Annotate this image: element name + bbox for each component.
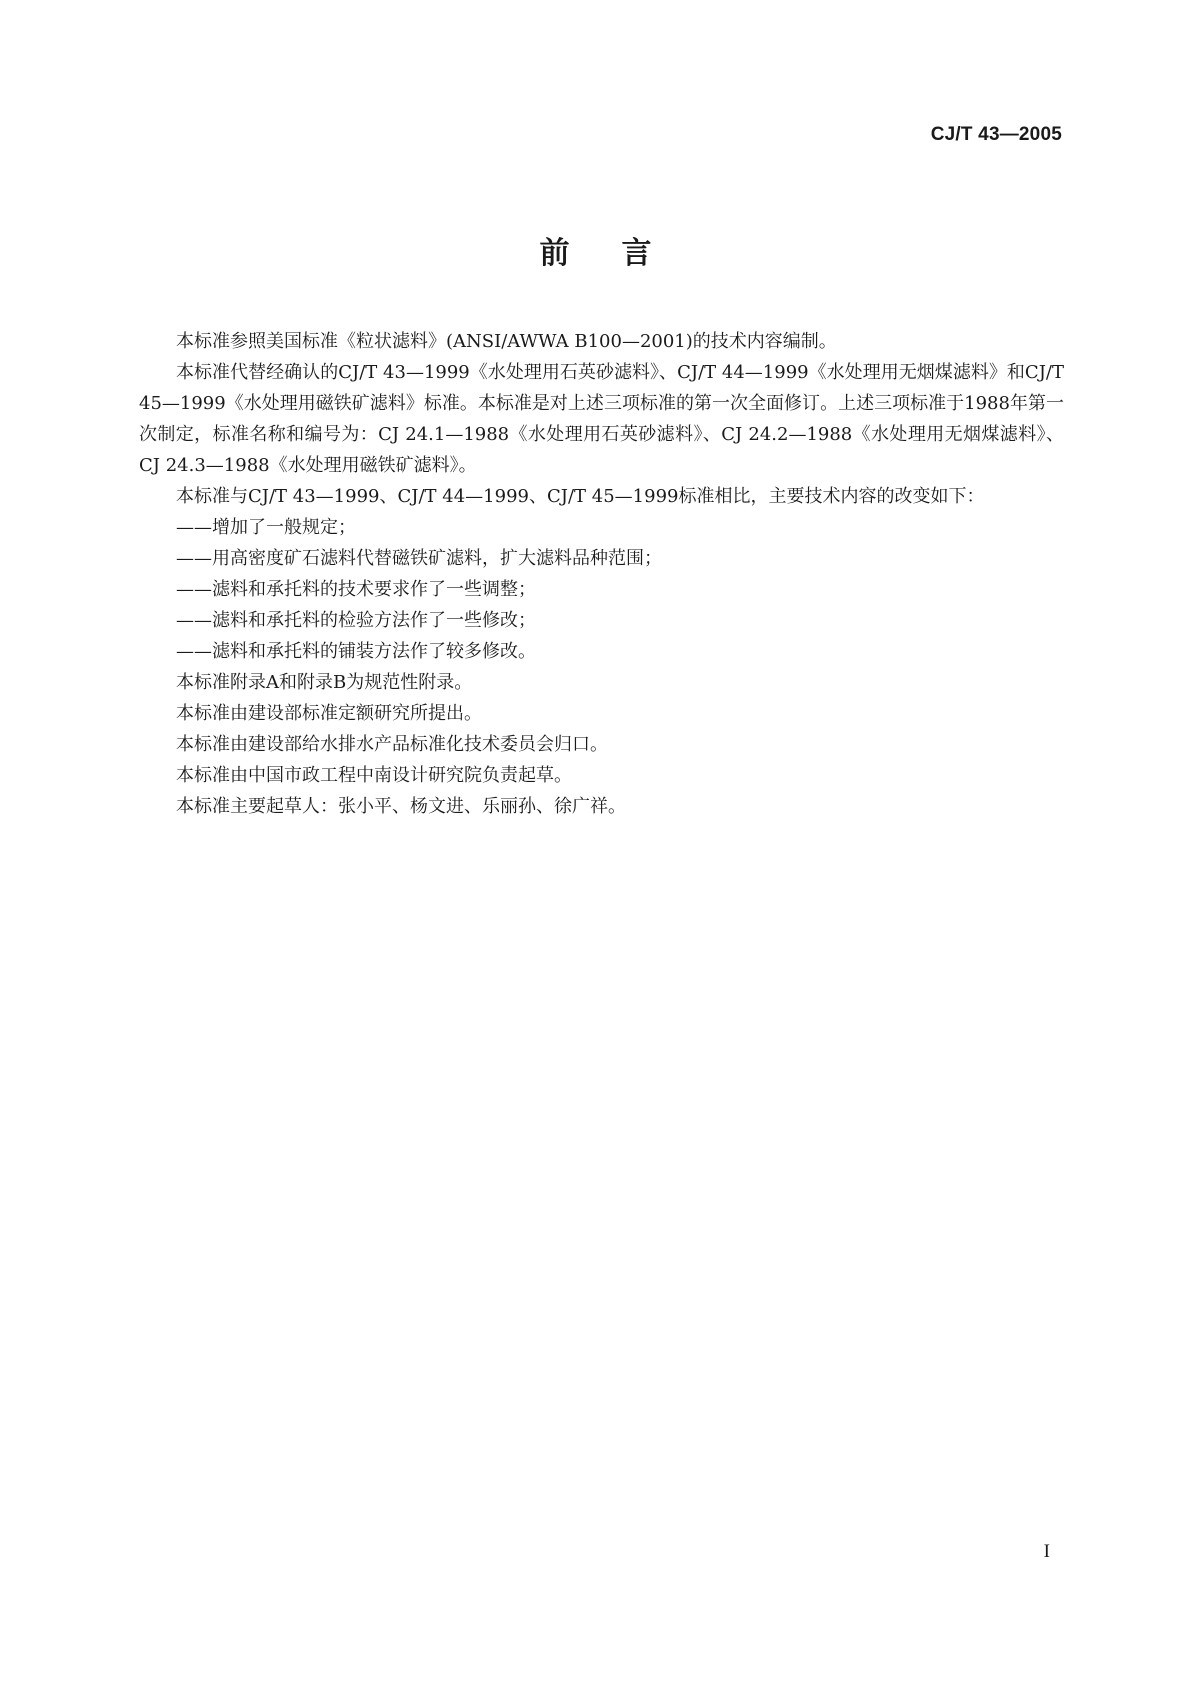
change-item: ——滤料和承托料的铺装方法作了较多修改。 <box>176 641 536 662</box>
paragraph-drafters: 本标准主要起草人：张小平、杨文进、乐丽孙、徐广祥。 <box>176 796 626 817</box>
change-item: ——用高密度矿石滤料代替磁铁矿滤料，扩大滤料品种范围； <box>176 548 662 569</box>
page-title: 前言 <box>539 236 704 271</box>
paragraph-proposer: 本标准由建设部标准定额研究所提出。 <box>176 703 482 724</box>
change-item: ——增加了一般规定； <box>176 517 356 538</box>
standard-code: CJ/T 43—2005 <box>930 124 1062 145</box>
foreword-body <box>139 326 1064 822</box>
paragraph-reference: 本标准参照美国标准《粒状滤料》(ANSI/AWWA B100—2001)的技术内容编制。 <box>176 331 837 352</box>
paragraph-changes-intro: 本标准与CJ/T 43—1999、CJ/T 44—1999、CJ/T 45—1999标准相比，主要技术内容的改变如下： <box>176 486 985 507</box>
paragraph-administrator: 本标准由建设部给水排水产品标准化技术委员会归口。 <box>176 734 608 755</box>
paragraph-appendix: 本标准附录A和附录B为规范性附录。 <box>176 672 473 693</box>
paragraph-drafter-org: 本标准由中国市政工程中南设计研究院负责起草。 <box>176 765 572 786</box>
page-number: I <box>1043 1541 1050 1562</box>
change-item: ——滤料和承托料的检验方法作了一些修改； <box>176 610 536 631</box>
paragraph-replacement: 本标准代替经确认的CJ/T 43—1999《水处理用石英砂滤料》、CJ/T 44—1999《水处理用无烟煤滤料》和CJ/T 45—1999《水处理用磁铁矿滤料》标准。本标准是对上述三项标准的第一次全面修订。上述三项标准于1988年第一次制定，标准名称和编号为：CJ 24.1—1988《水处理用石英砂滤料》、CJ 24.2—1988《水处理用无烟煤滤料》、CJ 24.3—1988《水处理用磁铁矿滤料》。 <box>139 362 1064 476</box>
change-item: ——滤料和承托料的技术要求作了一些调整； <box>176 579 536 600</box>
